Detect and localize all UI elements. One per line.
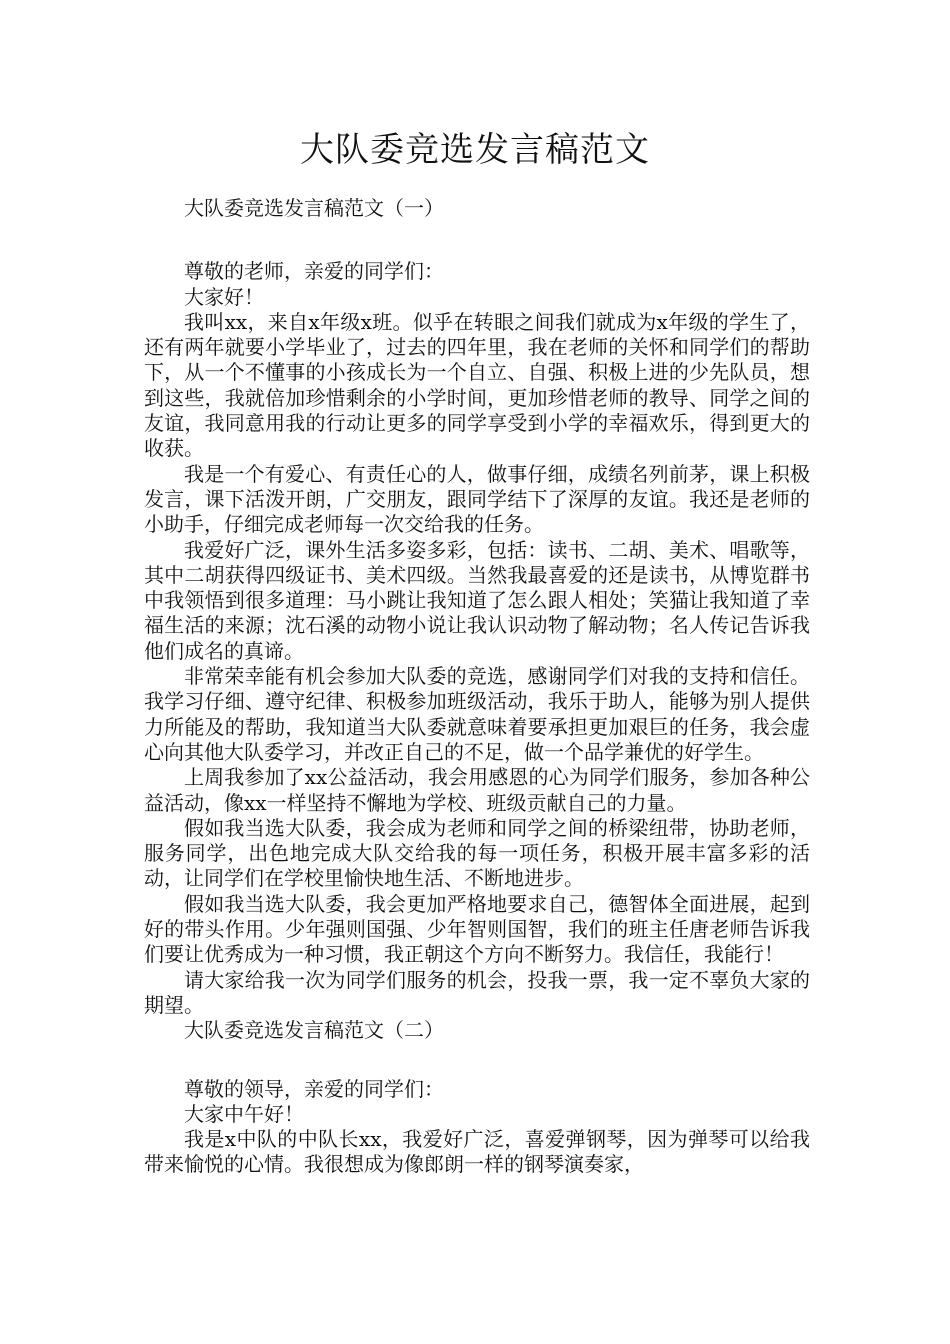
paragraph-1-7: 假如我当选大队委，我会更加严格地要求自己，德智体全面进展，起到好的带头作用。少年强则国强、少年智则国智，我们的班主任唐老师告诉我们要让优秀成为一种习惯，我正朝这个方向不断努力。我信任，我能行！	[144, 891, 810, 967]
paragraph-1-6: 假如我当选大队委，我会成为老师和同学之间的桥梁纽带，协助老师，服务同学，出色地完成大队交给我的每一项任务，积极开展丰富多彩的活动，让同学们在学校里愉快地生活、不断地进步。	[144, 815, 810, 891]
paragraph-1-2: 我是一个有爱心、有责任心的人，做事仔细，成绩名列前茅，课上积极发言，课下活泼开朗，广交朋友，跟同学结下了深厚的友谊。我还是老师的小助手，仔细完成老师每一次交给我的任务。	[144, 461, 810, 537]
greeting-1: 大家好！	[184, 284, 264, 309]
document-body	[144, 196, 810, 1178]
section-heading-2: 大队委竞选发言稿范文（二）	[184, 1018, 444, 1043]
blank-line	[144, 221, 810, 259]
blank-line	[144, 1044, 810, 1077]
paragraph-1-4: 非常荣幸能有机会参加大队委的竞选，感谢同学们对我的支持和信任。我学习仔细、遵守纪律、积极参加班级活动，我乐于助人，能够为别人提供力所能及的帮助，我知道当大队委就意味着要承担更加艰巨的任务，我会虚心向其他大队委学习，并改正自己的不足，做一个品学兼优的好学生。	[144, 664, 810, 764]
salutation-2: 尊敬的领导，亲爱的同学们：	[184, 1076, 444, 1101]
paragraph-1-5: 上周我参加了xx公益活动，我会用感恩的心为同学们服务，参加各种公益活动，像xx一样坚持不懈地为学校、班级贡献自己的力量。	[144, 765, 810, 815]
paragraph-2-1: 我是x中队的中队长xx，我爱好广泛，喜爱弹钢琴，因为弹琴可以给我带来愉悦的心情。我很想成为像郎朗一样的钢琴演奏家，	[144, 1127, 810, 1177]
paragraph-1-8: 请大家给我一次为同学们服务的机会，投我一票，我一定不辜负大家的期望。	[144, 967, 810, 1017]
section-heading-1: 大队委竞选发言稿范文（一）	[184, 196, 444, 220]
greeting-2: 大家中午好！	[184, 1101, 304, 1126]
paragraph-1-3: 我爱好广泛，课外生活多姿多彩，包括：读书、二胡、美术、唱歌等，其中二胡获得四级证书、美术四级。当然我最喜爱的还是读书，从博览群书中我领悟到很多道理：马小跳让我知道了怎么跟人相处；笑猫让我知道了幸福生活的来源；沈石溪的动物小说让我认识动物了解动物；名人传记告诉我他们成名的真谛。	[144, 537, 810, 663]
salutation-1: 尊敬的老师，亲爱的同学们：	[184, 259, 444, 284]
document-title: 大队委竞选发言稿范文	[300, 130, 650, 170]
paragraph-1-1: 我叫xx，来自x年级x班。似乎在转眼之间我们就成为x年级的学生了，还有两年就要小学毕业了，过去的四年里，我在老师的关怀和同学们的帮助下，从一个不懂事的小孩成长为一个自立、自强、积极上进的少先队员，想到这些，我就倍加珍惜剩余的小学时间，更加珍惜老师的教导、同学之间的友谊，我同意用我的行动让更多的同学享受到小学的幸福欢乐，得到更大的收获。	[144, 309, 810, 461]
